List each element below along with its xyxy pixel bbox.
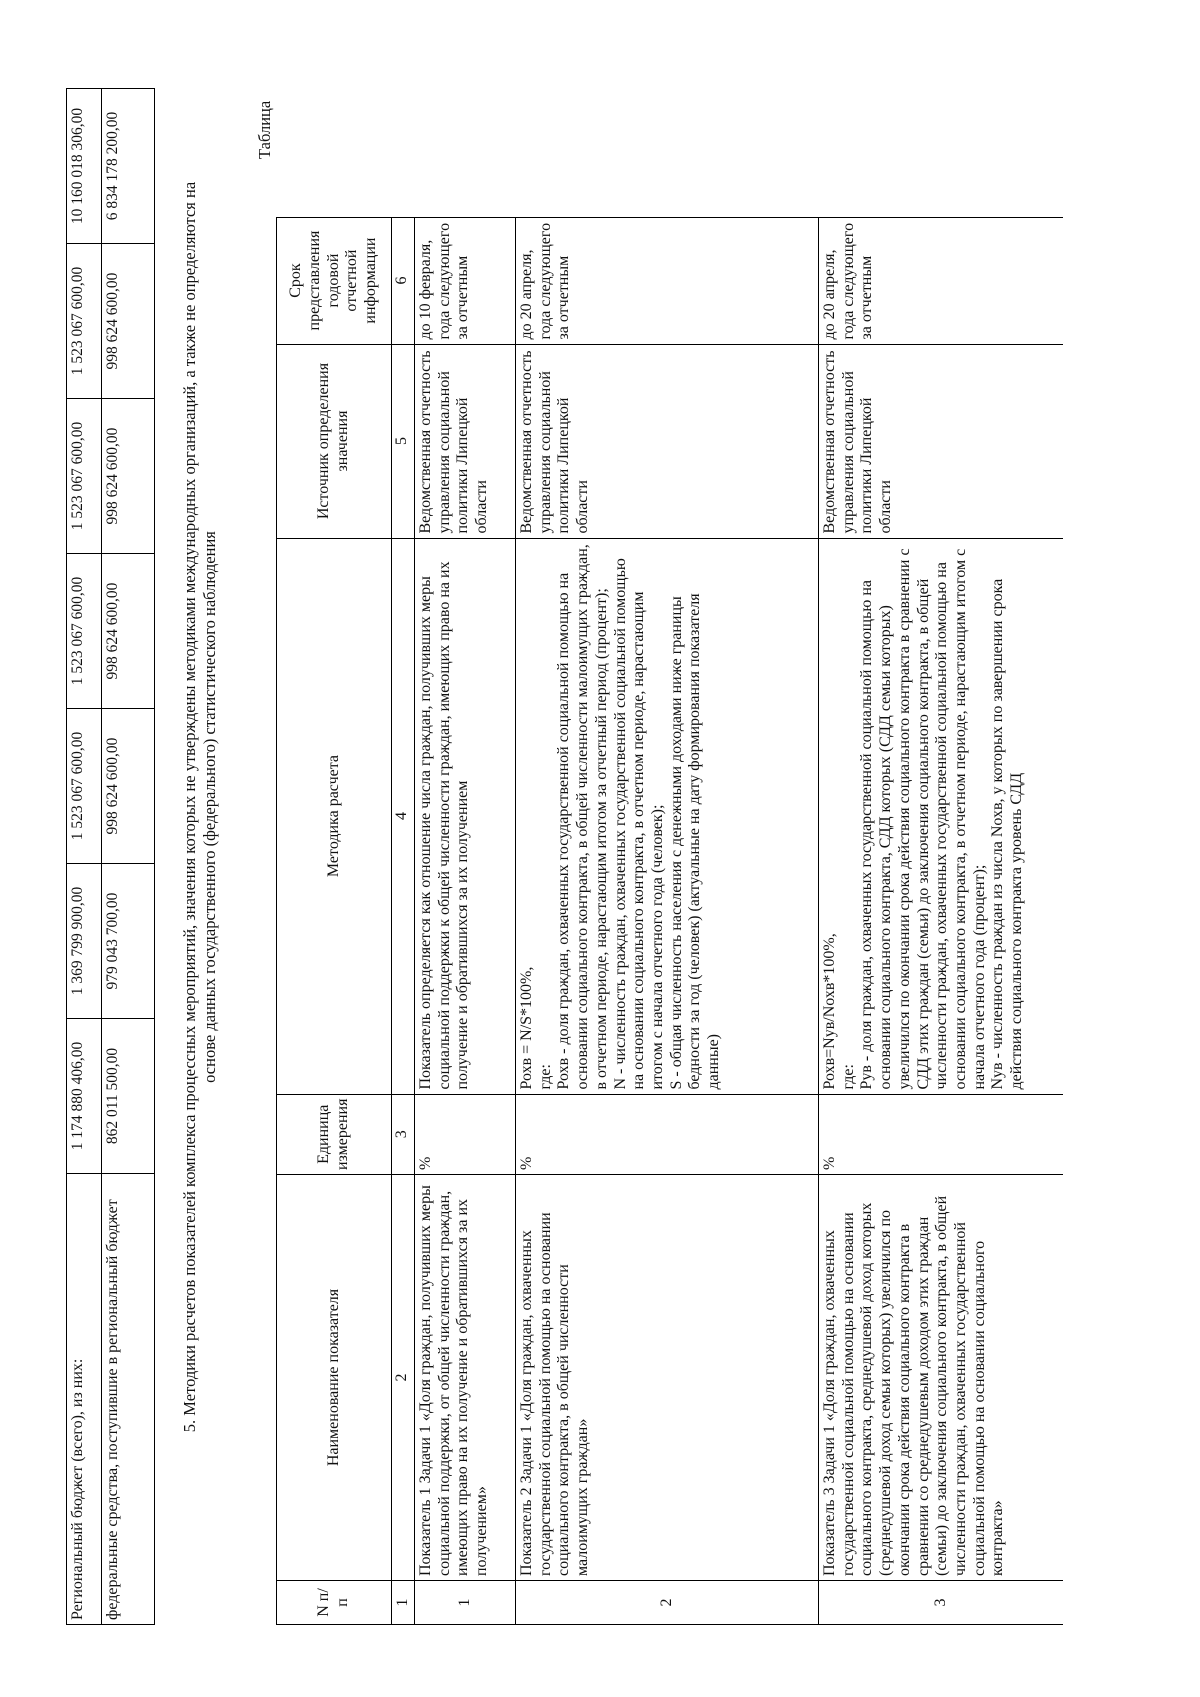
column-number: 1 [392, 1581, 415, 1625]
methodology-table [276, 217, 1063, 1625]
header-cell: N п/п [277, 1581, 392, 1625]
column-number: 4 [392, 538, 415, 1094]
header-cell: Наименование показателя [277, 1175, 392, 1581]
budget-table [66, 88, 155, 1625]
section-heading-line: 5. Методики расчетов показателей комплекса процессных мероприятий, значения которых не утверждены методиками международных организаций, а также не определяются на [180, 181, 199, 1433]
budget-cell: 998 624 600,00 [102, 244, 155, 399]
source-cell: Ведомственная отчетность управления социальной политики Липецкой области [819, 344, 1064, 538]
method-line: Рув - доля граждан, охваченных государственной социальной помощью на основании социального контракта, СДД которых (СДД семьи которых) увеличился по окончании срока действия социального контракта в сравнении с СДД этих граждан (семьи) до заключения социального контракта, в общей численности граждан, охваченных государственной социальной помощью на основании социального контракта, в отчетном периоде, нарастающим итогом с начала отчетного года (процент); [858, 548, 988, 1090]
column-number: 6 [392, 217, 415, 344]
method-cell [516, 538, 819, 1094]
column-number: 3 [392, 1094, 415, 1174]
budget-cell: 1 523 067 600,00 [67, 554, 102, 709]
source-cell: Ведомственная отчетность управления социальной политики Липецкой области [415, 344, 516, 538]
indicator-name: Показатель 2 Задачи 1 «Доля граждан, охваченных государственной социальной помощью на основании социального контракта, в общей численности малоимущих граждан» [516, 1175, 819, 1581]
method-line: S - общая численность населения с денежными доходами ниже границы бедности за год (человек) (актуальные на дату формирования показателя данные) [667, 593, 723, 1090]
table-row [819, 217, 1064, 1624]
method-line: Рохв = N/S*100%, [518, 966, 535, 1090]
header-cell: Методика расчета [277, 538, 392, 1094]
deadline-cell: до 20 апреля, года следующего за отчетным [516, 217, 819, 344]
header-cell: Срок представления годовой отчетной информации [277, 217, 392, 344]
row-number: 3 [819, 1581, 1064, 1625]
method-line: Рохв=Nув/Nохв*100%, [821, 933, 838, 1090]
row-number: 1 [415, 1581, 516, 1625]
budget-total-cell: 6 834 178 200,00 [102, 89, 155, 244]
indicator-name: Показатель 1 Задачи 1 «Доля граждан, получивших меры социальной поддержки, от общей численности граждан, имеющих право на их получение и обратившихся за их получением» [415, 1175, 516, 1581]
budget-cell: 1 523 067 600,00 [67, 399, 102, 554]
indicator-name: Показатель 3 Задачи 1 «Доля граждан, охваченных государственной социальной помощью на основании социального контракта, среднедушевой доход которых (среднедушевой доход семьи которых) увеличился по окончании срока действия социального контракта в сравнении со среднедушевым доходом этих граждан (семьи) до заключения социального контракта, в общей численности граждан, охваченных государственной социальной помощью на основании социального контракта» [819, 1175, 1064, 1581]
budget-cell: 979 043 700,00 [102, 864, 155, 1019]
method-line: Рохв - доля граждан, охваченных государственной социальной помощью на основании социального контракта, в общей численности малоимущих граждан, в отчетном периоде, нарастающим итогом за отчетный период (процент); [555, 544, 610, 1090]
column-number-row [392, 217, 415, 1624]
budget-cell: 1 174 880 406,00 [67, 1019, 102, 1174]
method-line: Показатель определяется как отношение числа граждан, получивших меры социальной поддержки к общей численности граждан, имеющих право на их получение и обратившихся за их получением [417, 561, 472, 1090]
section-heading [180, 92, 220, 1522]
budget-cell: 998 624 600,00 [102, 399, 155, 554]
method-line: Nув - численность граждан из числа Nохв, у которых по завершении срока действия социального контракта уровень СДД [989, 578, 1026, 1090]
header-cell: Единица измерения [277, 1094, 392, 1174]
column-number: 2 [392, 1175, 415, 1581]
budget-total-cell: 10 160 018 306,00 [67, 89, 102, 244]
table-row [516, 217, 819, 1624]
method-cell [415, 538, 516, 1094]
column-number: 5 [392, 344, 415, 538]
budget-cell: 998 624 600,00 [102, 554, 155, 709]
method-line: где: [536, 1064, 554, 1090]
budget-cell: 1 523 067 600,00 [67, 244, 102, 399]
method-line: где: [839, 1064, 857, 1090]
unit-cell: % [516, 1094, 819, 1174]
table-row [67, 89, 102, 1625]
header-cell: Источник определения значения [277, 344, 392, 538]
budget-cell: 1 369 799 900,00 [67, 864, 102, 1019]
unit-cell: % [819, 1094, 1064, 1174]
table-caption: Таблица [255, 100, 274, 159]
table-header-row [277, 217, 392, 1624]
unit-cell: % [415, 1094, 516, 1174]
deadline-cell: до 20 апреля, года следующего за отчетным [819, 217, 1064, 344]
budget-row-label: Региональный бюджет (всего), из них: [67, 1174, 102, 1625]
budget-row-label: федеральные средства, поступившие в региональный бюджет [102, 1174, 155, 1625]
deadline-cell: до 10 февраля, года следующего за отчетным [415, 217, 516, 344]
section-heading-line: основе данных государственного (федерального) статистического наблюдения [199, 531, 219, 1083]
row-number: 2 [516, 1581, 819, 1625]
budget-cell: 862 011 500,00 [102, 1019, 155, 1174]
source-cell: Ведомственная отчетность управления социальной политики Липецкой области [516, 344, 819, 538]
method-line: N - численность граждан, охваченных государственной социальной помощью на основании социального контракта, в отчетном периоде, нарастающим итогом с начала отчетного года (человек); [611, 558, 667, 1090]
method-cell [819, 538, 1064, 1094]
budget-cell: 1 523 067 600,00 [67, 709, 102, 864]
table-row [102, 89, 155, 1625]
budget-cell: 998 624 600,00 [102, 709, 155, 864]
table-row [415, 217, 516, 1624]
